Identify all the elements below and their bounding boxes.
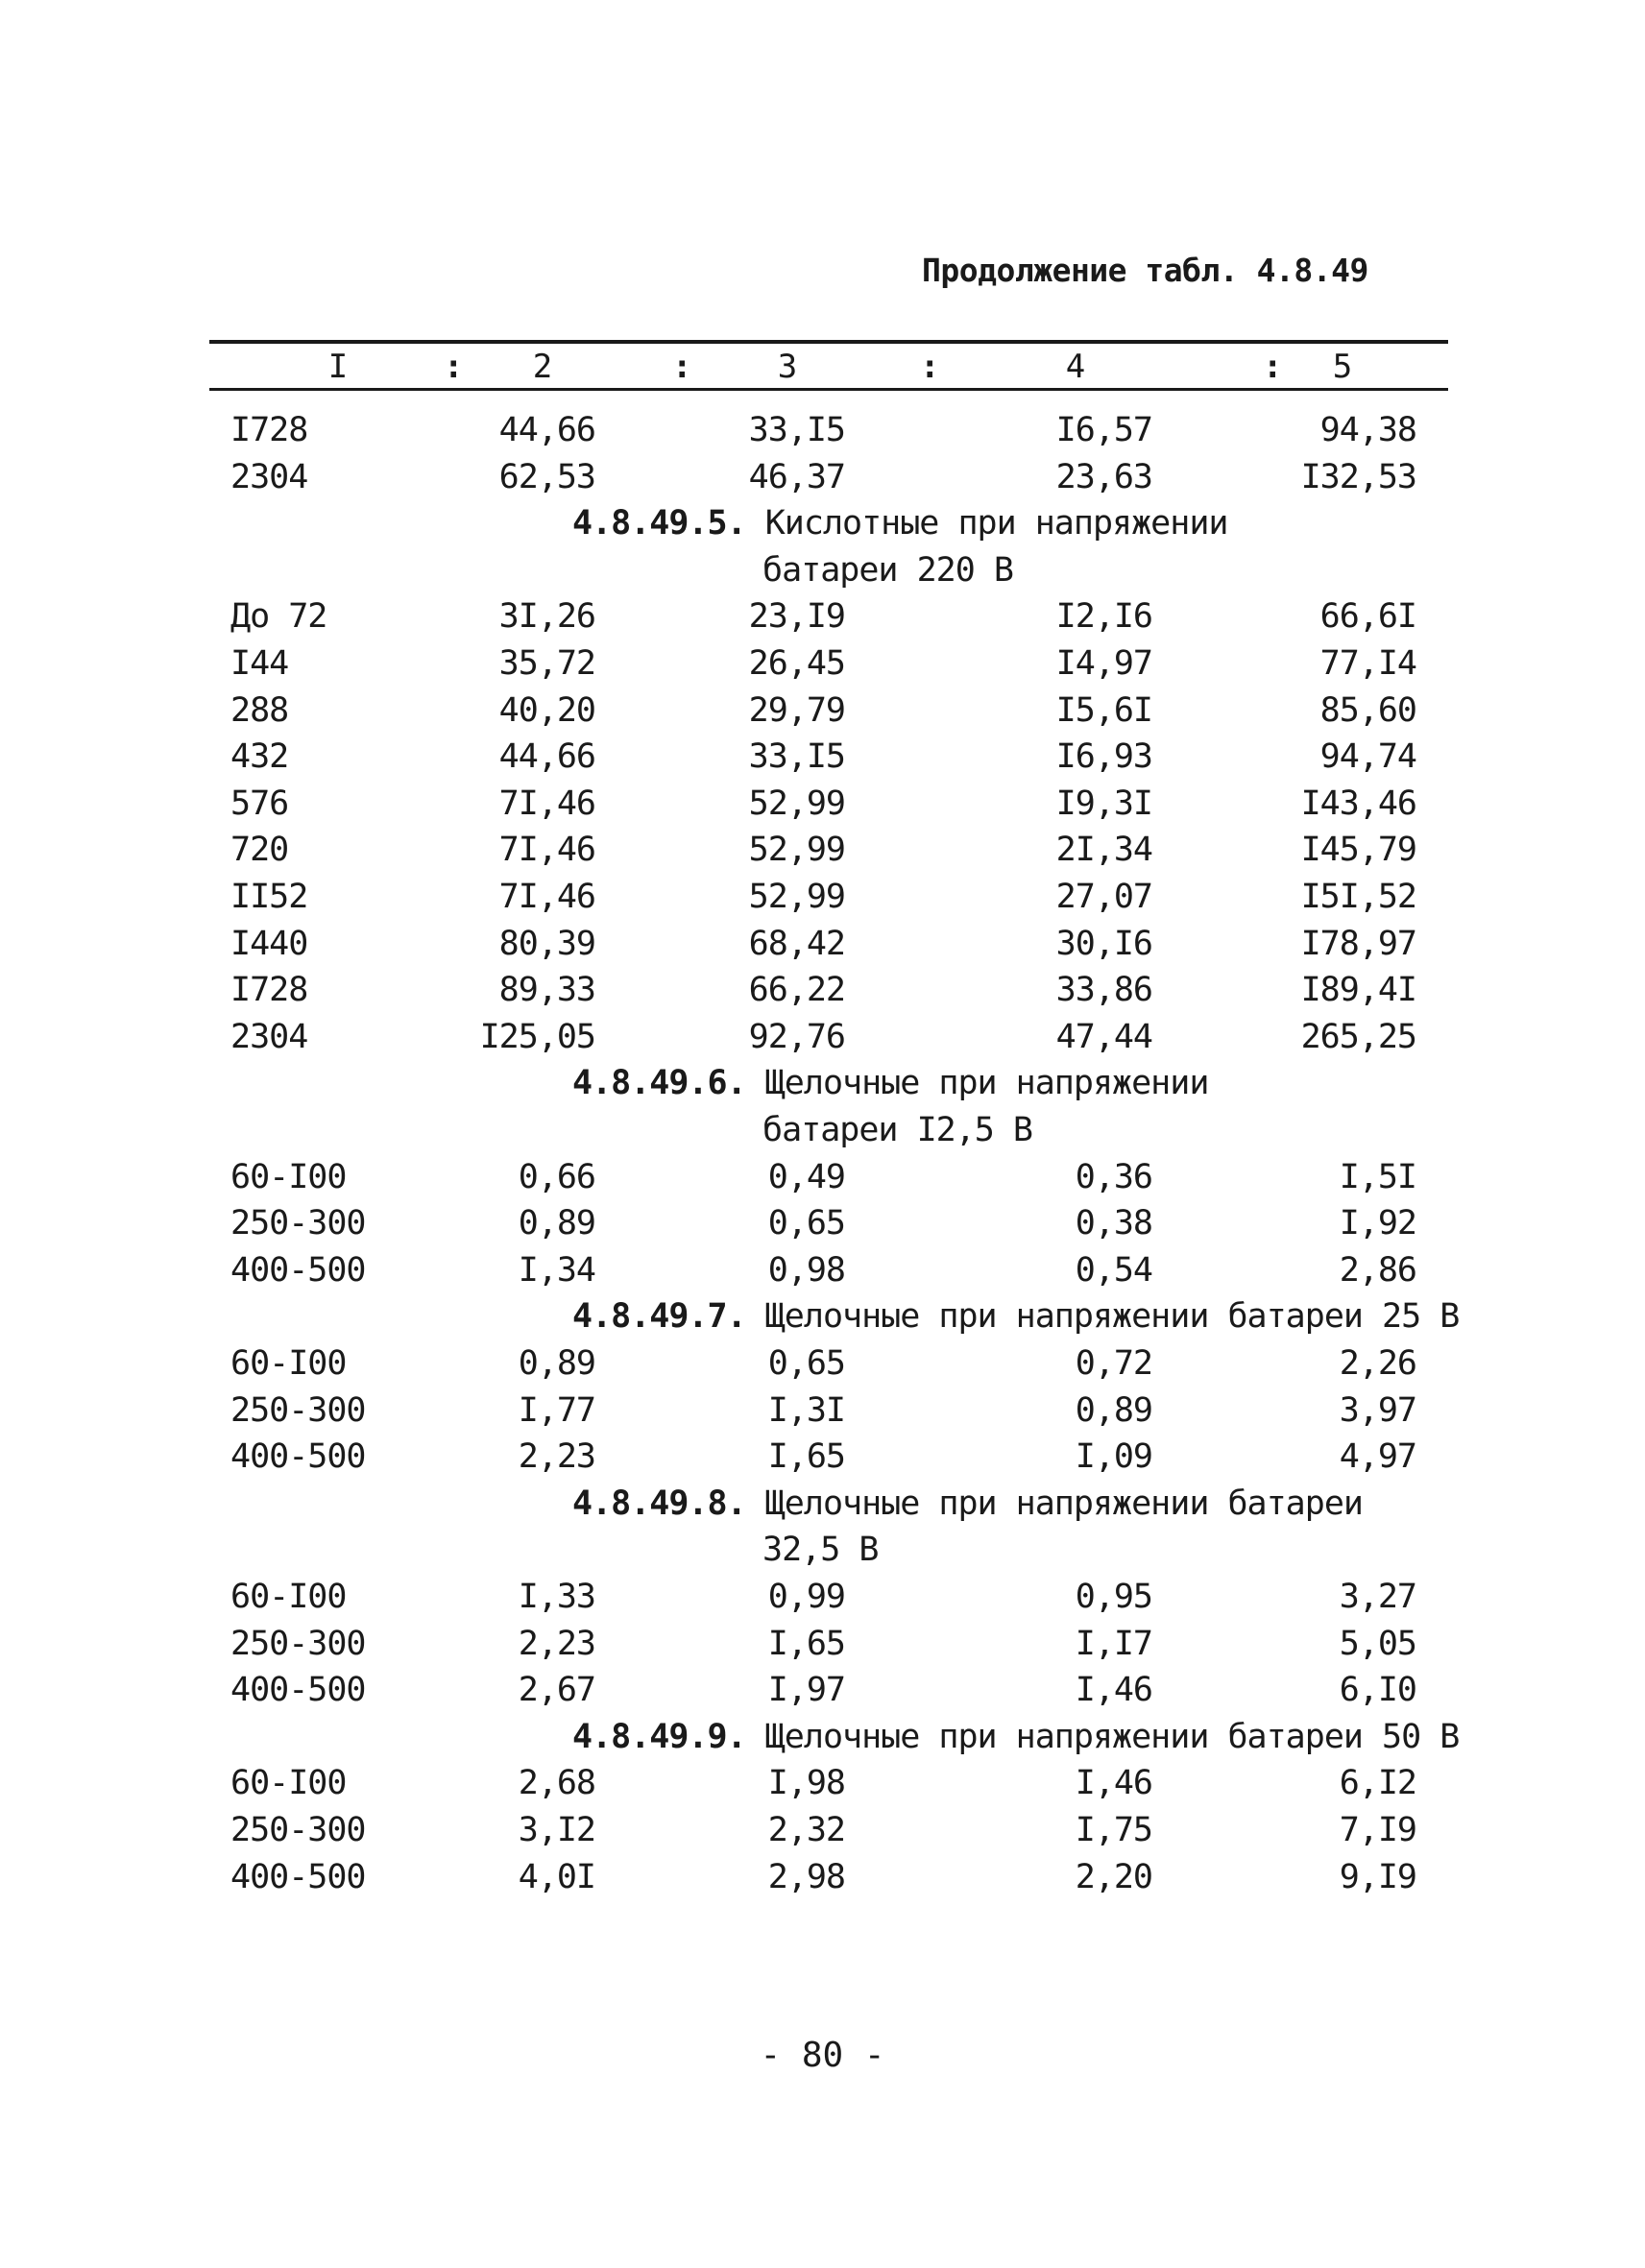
cell-col-5: 3,97 <box>1339 1390 1416 1430</box>
cell-col-3: 46,37 <box>748 457 845 496</box>
cell-col-2: I,77 <box>518 1390 595 1430</box>
cell-col-4: 0,95 <box>1075 1578 1152 1616</box>
cell-col-5: 7,I9 <box>1339 1811 1416 1849</box>
cell-col-4: 30,I6 <box>1055 924 1152 963</box>
cell-col-4: I4,97 <box>1055 644 1152 683</box>
cell-capacity: II52 <box>230 878 308 916</box>
cell-capacity: I728 <box>230 411 308 449</box>
cell-capacity: I728 <box>230 971 308 1010</box>
section-title: Щелочные при напряжении батареи <box>764 1484 1363 1523</box>
section-number: 4.8.49.5. <box>572 504 746 543</box>
cell-col-4: 2,20 <box>1075 1857 1152 1896</box>
cell-col-4: I,46 <box>1075 1764 1152 1803</box>
section-number: 4.8.49.8. <box>572 1484 746 1523</box>
cell-col-4: I6,93 <box>1055 737 1152 777</box>
cell-col-4: 0,54 <box>1075 1250 1152 1290</box>
cell-capacity: 288 <box>230 690 289 730</box>
cell-col-3: 33,I5 <box>748 411 845 449</box>
cell-capacity: 60-I00 <box>230 1157 347 1196</box>
cell-col-3: 2,98 <box>767 1857 845 1896</box>
section-title-continued: батареи 220 В <box>762 550 1013 590</box>
cell-capacity: 60-I00 <box>230 1764 347 1803</box>
cell-col-3: I,3I <box>767 1390 845 1430</box>
cell-col-2: 44,66 <box>498 737 595 777</box>
cell-col-5: 5,05 <box>1339 1624 1416 1663</box>
cell-col-2: 0,89 <box>518 1204 595 1243</box>
cell-col-2: 62,53 <box>498 457 595 496</box>
cell-col-4: I2,I6 <box>1055 597 1152 637</box>
header-separator: : <box>920 348 940 386</box>
section-title-continued: 32,5 В <box>762 1531 879 1570</box>
cell-col-5: 9,I9 <box>1339 1857 1416 1896</box>
page-number: - 80 - <box>760 2036 885 2075</box>
cell-capacity: I440 <box>230 924 308 963</box>
cell-col-2: 7I,46 <box>498 878 595 916</box>
cell-capacity: 576 <box>230 784 289 823</box>
cell-col-3: 52,99 <box>748 831 845 870</box>
cell-col-2: 89,33 <box>498 971 595 1010</box>
cell-capacity: 720 <box>230 831 289 870</box>
cell-col-2: 4,0I <box>518 1857 595 1896</box>
cell-col-4: 0,36 <box>1075 1157 1152 1196</box>
header-separator: : <box>444 348 464 386</box>
cell-col-5: I32,53 <box>1300 457 1416 496</box>
cell-col-3: 0,99 <box>767 1578 845 1616</box>
section-title: Кислотные при напряжении <box>764 504 1228 543</box>
cell-col-2: 0,66 <box>518 1157 595 1196</box>
cell-col-5: I43,46 <box>1300 784 1416 823</box>
cell-col-2: 3,I2 <box>518 1811 595 1849</box>
cell-col-5: 4,97 <box>1339 1437 1416 1477</box>
cell-col-4: 27,07 <box>1055 878 1152 916</box>
cell-capacity: 250-300 <box>230 1624 366 1663</box>
cell-col-4: 0,72 <box>1075 1344 1152 1383</box>
cell-col-3: 0,98 <box>767 1250 845 1290</box>
cell-capacity: 400-500 <box>230 1671 366 1710</box>
cell-col-5: 94,74 <box>1319 737 1416 777</box>
cell-col-4: I,46 <box>1075 1671 1152 1710</box>
table-caption: Продолжение табл. 4.8.49 <box>922 252 1368 289</box>
cell-col-2: 40,20 <box>498 690 595 730</box>
header-col-5: 5 <box>1332 348 1353 386</box>
cell-col-5: 66,6I <box>1319 597 1416 637</box>
cell-col-4: 0,89 <box>1075 1390 1152 1430</box>
cell-col-4: I,75 <box>1075 1811 1152 1849</box>
cell-col-5: I78,97 <box>1300 924 1416 963</box>
section-heading <box>572 1064 1208 1102</box>
cell-capacity: 250-300 <box>230 1390 366 1430</box>
cell-capacity: 60-I00 <box>230 1578 347 1616</box>
cell-col-3: 29,79 <box>748 690 845 730</box>
cell-col-5: 85,60 <box>1319 690 1416 730</box>
cell-col-5: 94,38 <box>1319 411 1416 449</box>
cell-col-5: I89,4I <box>1300 971 1416 1010</box>
cell-col-3: I,97 <box>767 1671 845 1710</box>
section-title: Щелочные при напряжении батареи 50 В <box>764 1717 1460 1756</box>
cell-col-5: 6,I2 <box>1339 1764 1416 1803</box>
cell-col-3: 0,49 <box>767 1157 845 1196</box>
cell-capacity: До 72 <box>230 597 327 637</box>
cell-col-5: I,5I <box>1339 1157 1416 1196</box>
header-col-3: 3 <box>777 348 798 386</box>
cell-capacity: 250-300 <box>230 1204 366 1243</box>
cell-col-2: I25,05 <box>479 1017 595 1056</box>
cell-col-4: 47,44 <box>1055 1017 1152 1056</box>
section-title: Щелочные при напряжении <box>764 1064 1209 1103</box>
section-number: 4.8.49.9. <box>572 1717 746 1756</box>
cell-capacity: 400-500 <box>230 1250 366 1290</box>
header-separator: : <box>1263 348 1283 386</box>
section-number: 4.8.49.6. <box>572 1064 746 1103</box>
cell-col-4: I6,57 <box>1055 411 1152 449</box>
cell-col-2: 2,23 <box>518 1624 595 1663</box>
cell-col-2: 7I,46 <box>498 831 595 870</box>
cell-col-2: 80,39 <box>498 924 595 963</box>
section-title: Щелочные при напряжении батареи 25 В <box>764 1297 1460 1337</box>
cell-col-2: 44,66 <box>498 411 595 449</box>
cell-col-2: 35,72 <box>498 644 595 683</box>
header-col-2: 2 <box>532 348 553 386</box>
cell-col-4: 2I,34 <box>1055 831 1152 870</box>
cell-capacity: 400-500 <box>230 1857 366 1896</box>
cell-col-2: I,34 <box>518 1250 595 1290</box>
cell-col-4: I,I7 <box>1075 1624 1152 1663</box>
cell-capacity: 432 <box>230 737 289 777</box>
header-separator: : <box>672 348 692 386</box>
cell-col-5: 77,I4 <box>1319 644 1416 683</box>
cell-col-5: I5I,52 <box>1300 878 1416 916</box>
cell-col-4: 33,86 <box>1055 971 1152 1010</box>
cell-col-5: I,92 <box>1339 1204 1416 1243</box>
cell-col-3: 68,42 <box>748 924 845 963</box>
cell-col-3: I,65 <box>767 1437 845 1477</box>
cell-capacity: 2304 <box>230 1017 308 1056</box>
cell-col-3: 0,65 <box>767 1204 845 1243</box>
cell-col-5: 3,27 <box>1339 1578 1416 1616</box>
cell-col-5: 2,86 <box>1339 1250 1416 1290</box>
cell-col-3: I,98 <box>767 1764 845 1803</box>
cell-col-2: 7I,46 <box>498 784 595 823</box>
cell-col-3: 52,99 <box>748 784 845 823</box>
cell-col-3: 52,99 <box>748 878 845 916</box>
cell-col-4: 0,38 <box>1075 1204 1152 1243</box>
cell-col-5: 265,25 <box>1300 1017 1416 1056</box>
cell-col-3: 92,76 <box>748 1017 845 1056</box>
cell-col-3: 2,32 <box>767 1811 845 1849</box>
cell-col-2: 3I,26 <box>498 597 595 637</box>
cell-col-3: 33,I5 <box>748 737 845 777</box>
header-col-4: 4 <box>1065 348 1086 386</box>
cell-col-5: I45,79 <box>1300 831 1416 870</box>
cell-col-3: 26,45 <box>748 644 845 683</box>
cell-col-3: I,65 <box>767 1624 845 1663</box>
cell-col-4: I5,6I <box>1055 690 1152 730</box>
cell-col-4: I,09 <box>1075 1437 1152 1477</box>
section-number: 4.8.49.7. <box>572 1297 746 1337</box>
cell-capacity: 2304 <box>230 457 308 496</box>
cell-col-2: 2,68 <box>518 1764 595 1803</box>
cell-col-5: 6,I0 <box>1339 1671 1416 1710</box>
section-heading <box>572 1484 1363 1523</box>
section-heading <box>572 1297 1459 1336</box>
section-heading <box>572 1718 1459 1756</box>
section-title-continued: батареи I2,5 В <box>762 1111 1033 1149</box>
cell-col-2: 2,67 <box>518 1671 595 1710</box>
cell-capacity: 400-500 <box>230 1437 366 1477</box>
header-col-1: I <box>327 348 349 386</box>
cell-col-3: 23,I9 <box>748 597 845 637</box>
cell-col-2: 2,23 <box>518 1437 595 1477</box>
cell-capacity: I44 <box>230 644 289 683</box>
cell-col-2: I,33 <box>518 1578 595 1616</box>
cell-capacity: 250-300 <box>230 1811 366 1849</box>
section-heading <box>572 504 1227 543</box>
cell-col-4: I9,3I <box>1055 784 1152 823</box>
cell-col-4: 23,63 <box>1055 457 1152 496</box>
cell-col-3: 0,65 <box>767 1344 845 1383</box>
cell-col-5: 2,26 <box>1339 1344 1416 1383</box>
cell-col-2: 0,89 <box>518 1344 595 1383</box>
cell-capacity: 60-I00 <box>230 1344 347 1383</box>
cell-col-3: 66,22 <box>748 971 845 1010</box>
